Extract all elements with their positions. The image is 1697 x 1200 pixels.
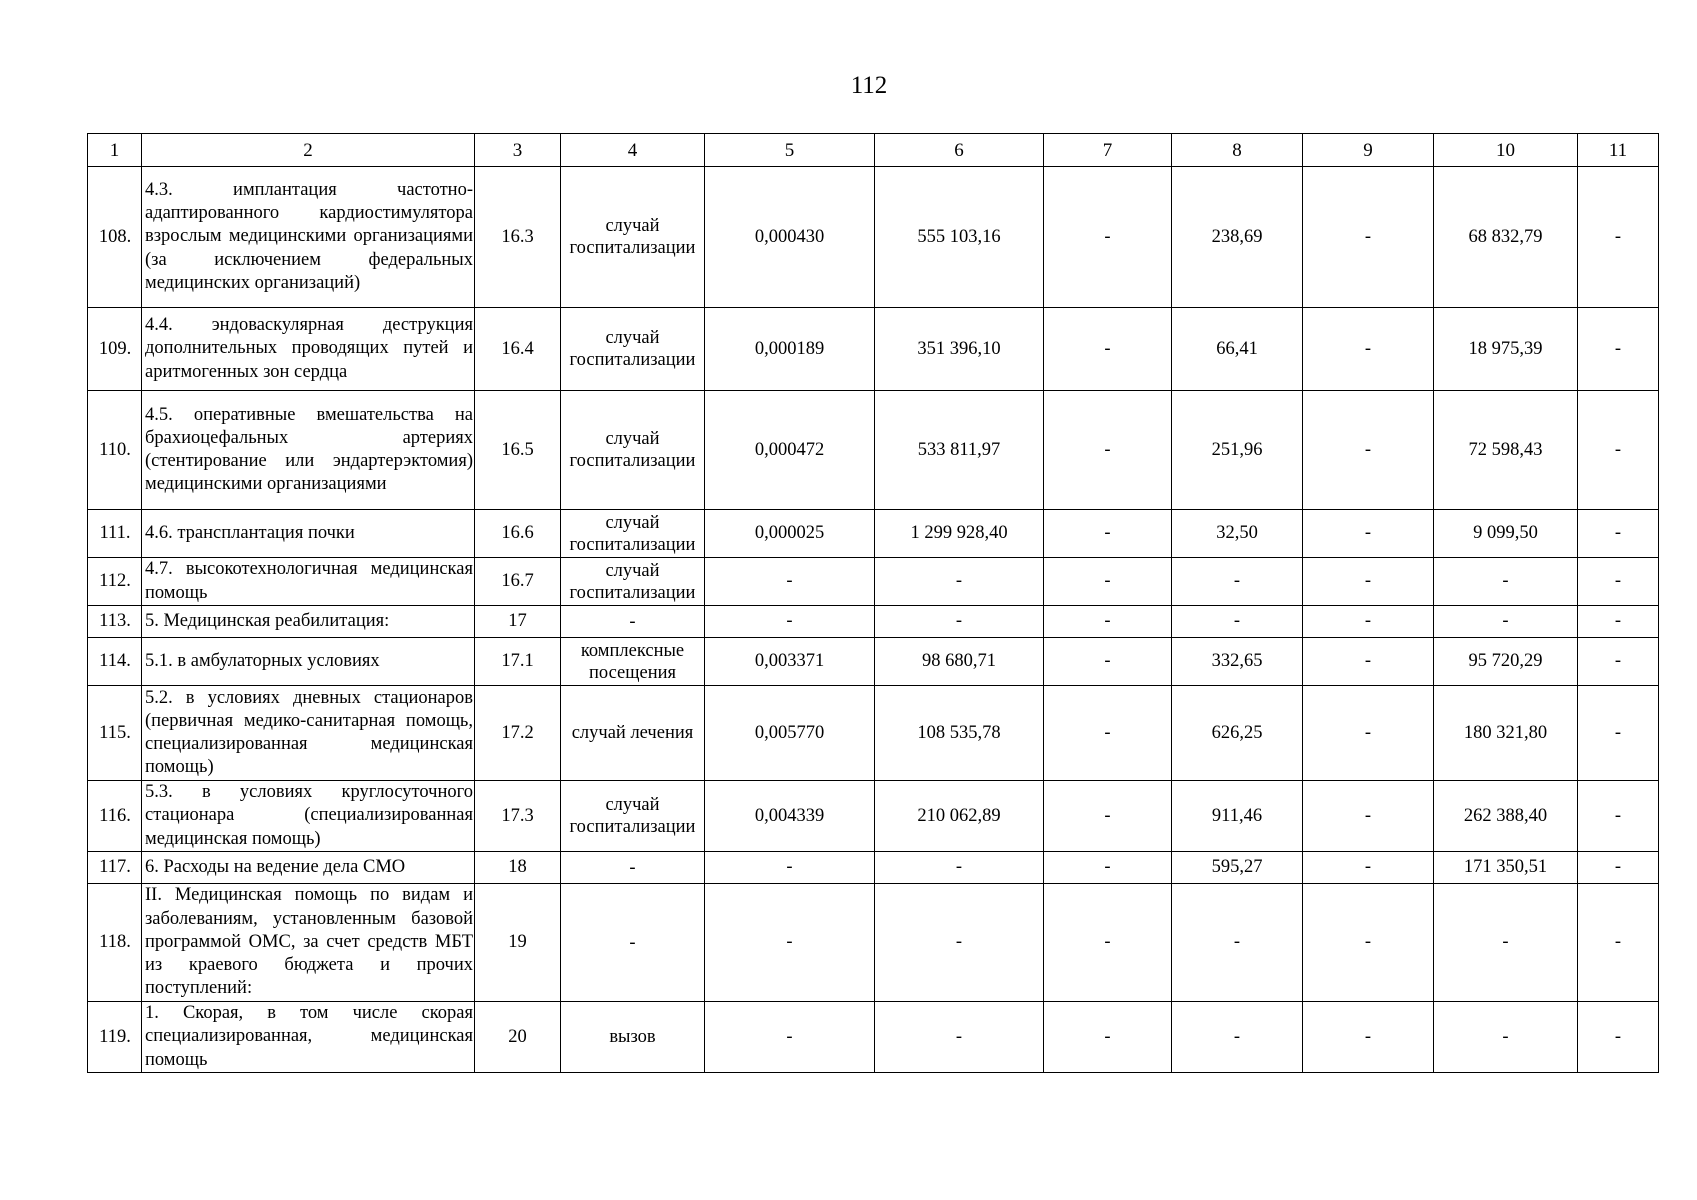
row-name: 1. Скорая, в том числе скорая специализированная, медицинская помощь	[142, 1002, 475, 1073]
row-code: 16.3	[475, 167, 561, 308]
row-code: 20	[475, 1002, 561, 1073]
cell-col11: -	[1578, 686, 1659, 781]
row-name: 6. Расходы на ведение дела СМО	[142, 852, 475, 884]
row-number: 113.	[88, 606, 142, 638]
cell-col11: -	[1578, 781, 1659, 852]
table-row	[88, 686, 1659, 781]
column-header: 10	[1434, 134, 1578, 167]
cell-col6: 210 062,89	[875, 781, 1044, 852]
cell-col10: 68 832,79	[1434, 167, 1578, 308]
column-header: 2	[142, 134, 475, 167]
cell-col9: -	[1303, 884, 1434, 1002]
cell-col5: 0,003371	[705, 638, 875, 686]
table-row	[88, 167, 1659, 308]
cell-col7: -	[1044, 558, 1172, 606]
row-unit: случай госпитализации	[561, 167, 705, 308]
row-name: 4.4. эндоваскулярная деструкция дополнительных проводящих путей и аритмогенных зон сердца	[142, 308, 475, 391]
cell-col7: -	[1044, 167, 1172, 308]
row-unit: случай госпитализации	[561, 510, 705, 558]
cell-col11: -	[1578, 510, 1659, 558]
cell-col11: -	[1578, 167, 1659, 308]
cell-col10: 180 321,80	[1434, 686, 1578, 781]
row-code: 16.6	[475, 510, 561, 558]
cell-col11: -	[1578, 606, 1659, 638]
cell-col11: -	[1578, 308, 1659, 391]
cell-col10: -	[1434, 558, 1578, 606]
row-name: II. Медицинская помощь по видам и заболеваниям, установленным базовой программой ОМС, за счет средств МБТ из краевого бюджета и прочих поступлений:	[142, 884, 475, 1002]
row-unit: случай госпитализации	[561, 558, 705, 606]
cell-col9: -	[1303, 686, 1434, 781]
column-header: 9	[1303, 134, 1434, 167]
cell-col5: 0,000472	[705, 391, 875, 510]
row-number: 119.	[88, 1002, 142, 1073]
cell-col9: -	[1303, 558, 1434, 606]
cell-col5: -	[705, 558, 875, 606]
table-row	[88, 852, 1659, 884]
column-header: 1	[88, 134, 142, 167]
cell-col5: 0,004339	[705, 781, 875, 852]
cell-col5: 0,000189	[705, 308, 875, 391]
cell-col8: 66,41	[1172, 308, 1303, 391]
row-unit: случай лечения	[561, 686, 705, 781]
table-row	[88, 781, 1659, 852]
cell-col8: -	[1172, 606, 1303, 638]
table-row	[88, 510, 1659, 558]
column-header: 4	[561, 134, 705, 167]
row-code: 19	[475, 884, 561, 1002]
header-row	[88, 134, 1659, 167]
data-table	[87, 133, 1659, 1073]
table-row	[88, 884, 1659, 1002]
cell-col7: -	[1044, 1002, 1172, 1073]
cell-col8: 238,69	[1172, 167, 1303, 308]
column-header: 11	[1578, 134, 1659, 167]
cell-col6: 1 299 928,40	[875, 510, 1044, 558]
cell-col9: -	[1303, 391, 1434, 510]
cell-col8: 911,46	[1172, 781, 1303, 852]
cell-col5: -	[705, 884, 875, 1002]
cell-col7: -	[1044, 391, 1172, 510]
cell-col8: 32,50	[1172, 510, 1303, 558]
column-header: 7	[1044, 134, 1172, 167]
cell-col10: 171 350,51	[1434, 852, 1578, 884]
row-number: 112.	[88, 558, 142, 606]
row-name: 4.5. оперативные вмешательства на брахиоцефальных артериях (стентирование или эндартерэктомия) медицинскими организациями	[142, 391, 475, 510]
cell-col8: -	[1172, 884, 1303, 1002]
row-number: 110.	[88, 391, 142, 510]
table-row	[88, 638, 1659, 686]
cell-col10: -	[1434, 606, 1578, 638]
cell-col6: 555 103,16	[875, 167, 1044, 308]
cell-col5: -	[705, 852, 875, 884]
table-row	[88, 606, 1659, 638]
row-number: 115.	[88, 686, 142, 781]
cell-col10: 18 975,39	[1434, 308, 1578, 391]
row-unit: случай госпитализации	[561, 781, 705, 852]
cell-col9: -	[1303, 167, 1434, 308]
cell-col7: -	[1044, 781, 1172, 852]
row-name: 4.6. трансплантация почки	[142, 510, 475, 558]
cell-col5: 0,005770	[705, 686, 875, 781]
cell-col5: -	[705, 606, 875, 638]
cell-col9: -	[1303, 852, 1434, 884]
cell-col9: -	[1303, 510, 1434, 558]
row-number: 116.	[88, 781, 142, 852]
cell-col5: 0,000430	[705, 167, 875, 308]
row-code: 18	[475, 852, 561, 884]
cell-col10: 72 598,43	[1434, 391, 1578, 510]
cell-col6: -	[875, 884, 1044, 1002]
cell-col6: 533 811,97	[875, 391, 1044, 510]
cell-col6: -	[875, 1002, 1044, 1073]
row-code: 16.7	[475, 558, 561, 606]
row-number: 117.	[88, 852, 142, 884]
column-header: 6	[875, 134, 1044, 167]
row-name: 5. Медицинская реабилитация:	[142, 606, 475, 638]
row-code: 17.2	[475, 686, 561, 781]
row-number: 118.	[88, 884, 142, 1002]
row-unit: комплексные посещения	[561, 638, 705, 686]
cell-col10: 9 099,50	[1434, 510, 1578, 558]
cell-col7: -	[1044, 606, 1172, 638]
row-unit: случай госпитализации	[561, 308, 705, 391]
table-row	[88, 391, 1659, 510]
column-header: 5	[705, 134, 875, 167]
cell-col8: 595,27	[1172, 852, 1303, 884]
column-header: 8	[1172, 134, 1303, 167]
table-row	[88, 308, 1659, 391]
cell-col6: 108 535,78	[875, 686, 1044, 781]
cell-col6: -	[875, 606, 1044, 638]
row-name: 4.3. имплантация частотно-адаптированного кардиостимулятора взрослым медицинскими организациями (за исключением федеральных медицинских организаций)	[142, 167, 475, 308]
cell-col7: -	[1044, 852, 1172, 884]
row-name: 5.1. в амбулаторных условиях	[142, 638, 475, 686]
page-number: 112	[850, 72, 888, 99]
row-number: 109.	[88, 308, 142, 391]
cell-col9: -	[1303, 308, 1434, 391]
cell-col11: -	[1578, 638, 1659, 686]
row-name: 5.3. в условиях круглосуточного стационара (специализированная медицинская помощь)	[142, 781, 475, 852]
row-name: 5.2. в условиях дневных стационаров (первичная медико-санитарная помощь, специализированная медицинская помощь)	[142, 686, 475, 781]
cell-col11: -	[1578, 558, 1659, 606]
cell-col6: 351 396,10	[875, 308, 1044, 391]
cell-col5: -	[705, 1002, 875, 1073]
cell-col6: 98 680,71	[875, 638, 1044, 686]
cell-col9: -	[1303, 638, 1434, 686]
cell-col7: -	[1044, 686, 1172, 781]
cell-col7: -	[1044, 308, 1172, 391]
cell-col8: 251,96	[1172, 391, 1303, 510]
row-unit: случай госпитализации	[561, 391, 705, 510]
row-code: 17	[475, 606, 561, 638]
cell-col11: -	[1578, 852, 1659, 884]
cell-col8: -	[1172, 558, 1303, 606]
cell-col10: 262 388,40	[1434, 781, 1578, 852]
cell-col8: -	[1172, 1002, 1303, 1073]
row-code: 16.4	[475, 308, 561, 391]
row-unit: -	[561, 606, 705, 638]
table-row	[88, 558, 1659, 606]
row-name: 4.7. высокотехнологичная медицинская помощь	[142, 558, 475, 606]
cell-col8: 626,25	[1172, 686, 1303, 781]
cell-col11: -	[1578, 884, 1659, 1002]
cell-col9: -	[1303, 606, 1434, 638]
row-code: 17.3	[475, 781, 561, 852]
row-unit: вызов	[561, 1002, 705, 1073]
cell-col8: 332,65	[1172, 638, 1303, 686]
cell-col5: 0,000025	[705, 510, 875, 558]
cell-col7: -	[1044, 510, 1172, 558]
cell-col9: -	[1303, 781, 1434, 852]
table-row	[88, 1002, 1659, 1073]
row-code: 16.5	[475, 391, 561, 510]
column-header: 3	[475, 134, 561, 167]
cell-col9: -	[1303, 1002, 1434, 1073]
cell-col10: 95 720,29	[1434, 638, 1578, 686]
row-code: 17.1	[475, 638, 561, 686]
row-number: 114.	[88, 638, 142, 686]
cell-col10: -	[1434, 884, 1578, 1002]
row-number: 108.	[88, 167, 142, 308]
cell-col7: -	[1044, 638, 1172, 686]
row-number: 111.	[88, 510, 142, 558]
cell-col11: -	[1578, 391, 1659, 510]
row-unit: -	[561, 884, 705, 1002]
cell-col11: -	[1578, 1002, 1659, 1073]
cell-col6: -	[875, 852, 1044, 884]
cell-col6: -	[875, 558, 1044, 606]
row-unit: -	[561, 852, 705, 884]
cell-col7: -	[1044, 884, 1172, 1002]
cell-col10: -	[1434, 1002, 1578, 1073]
